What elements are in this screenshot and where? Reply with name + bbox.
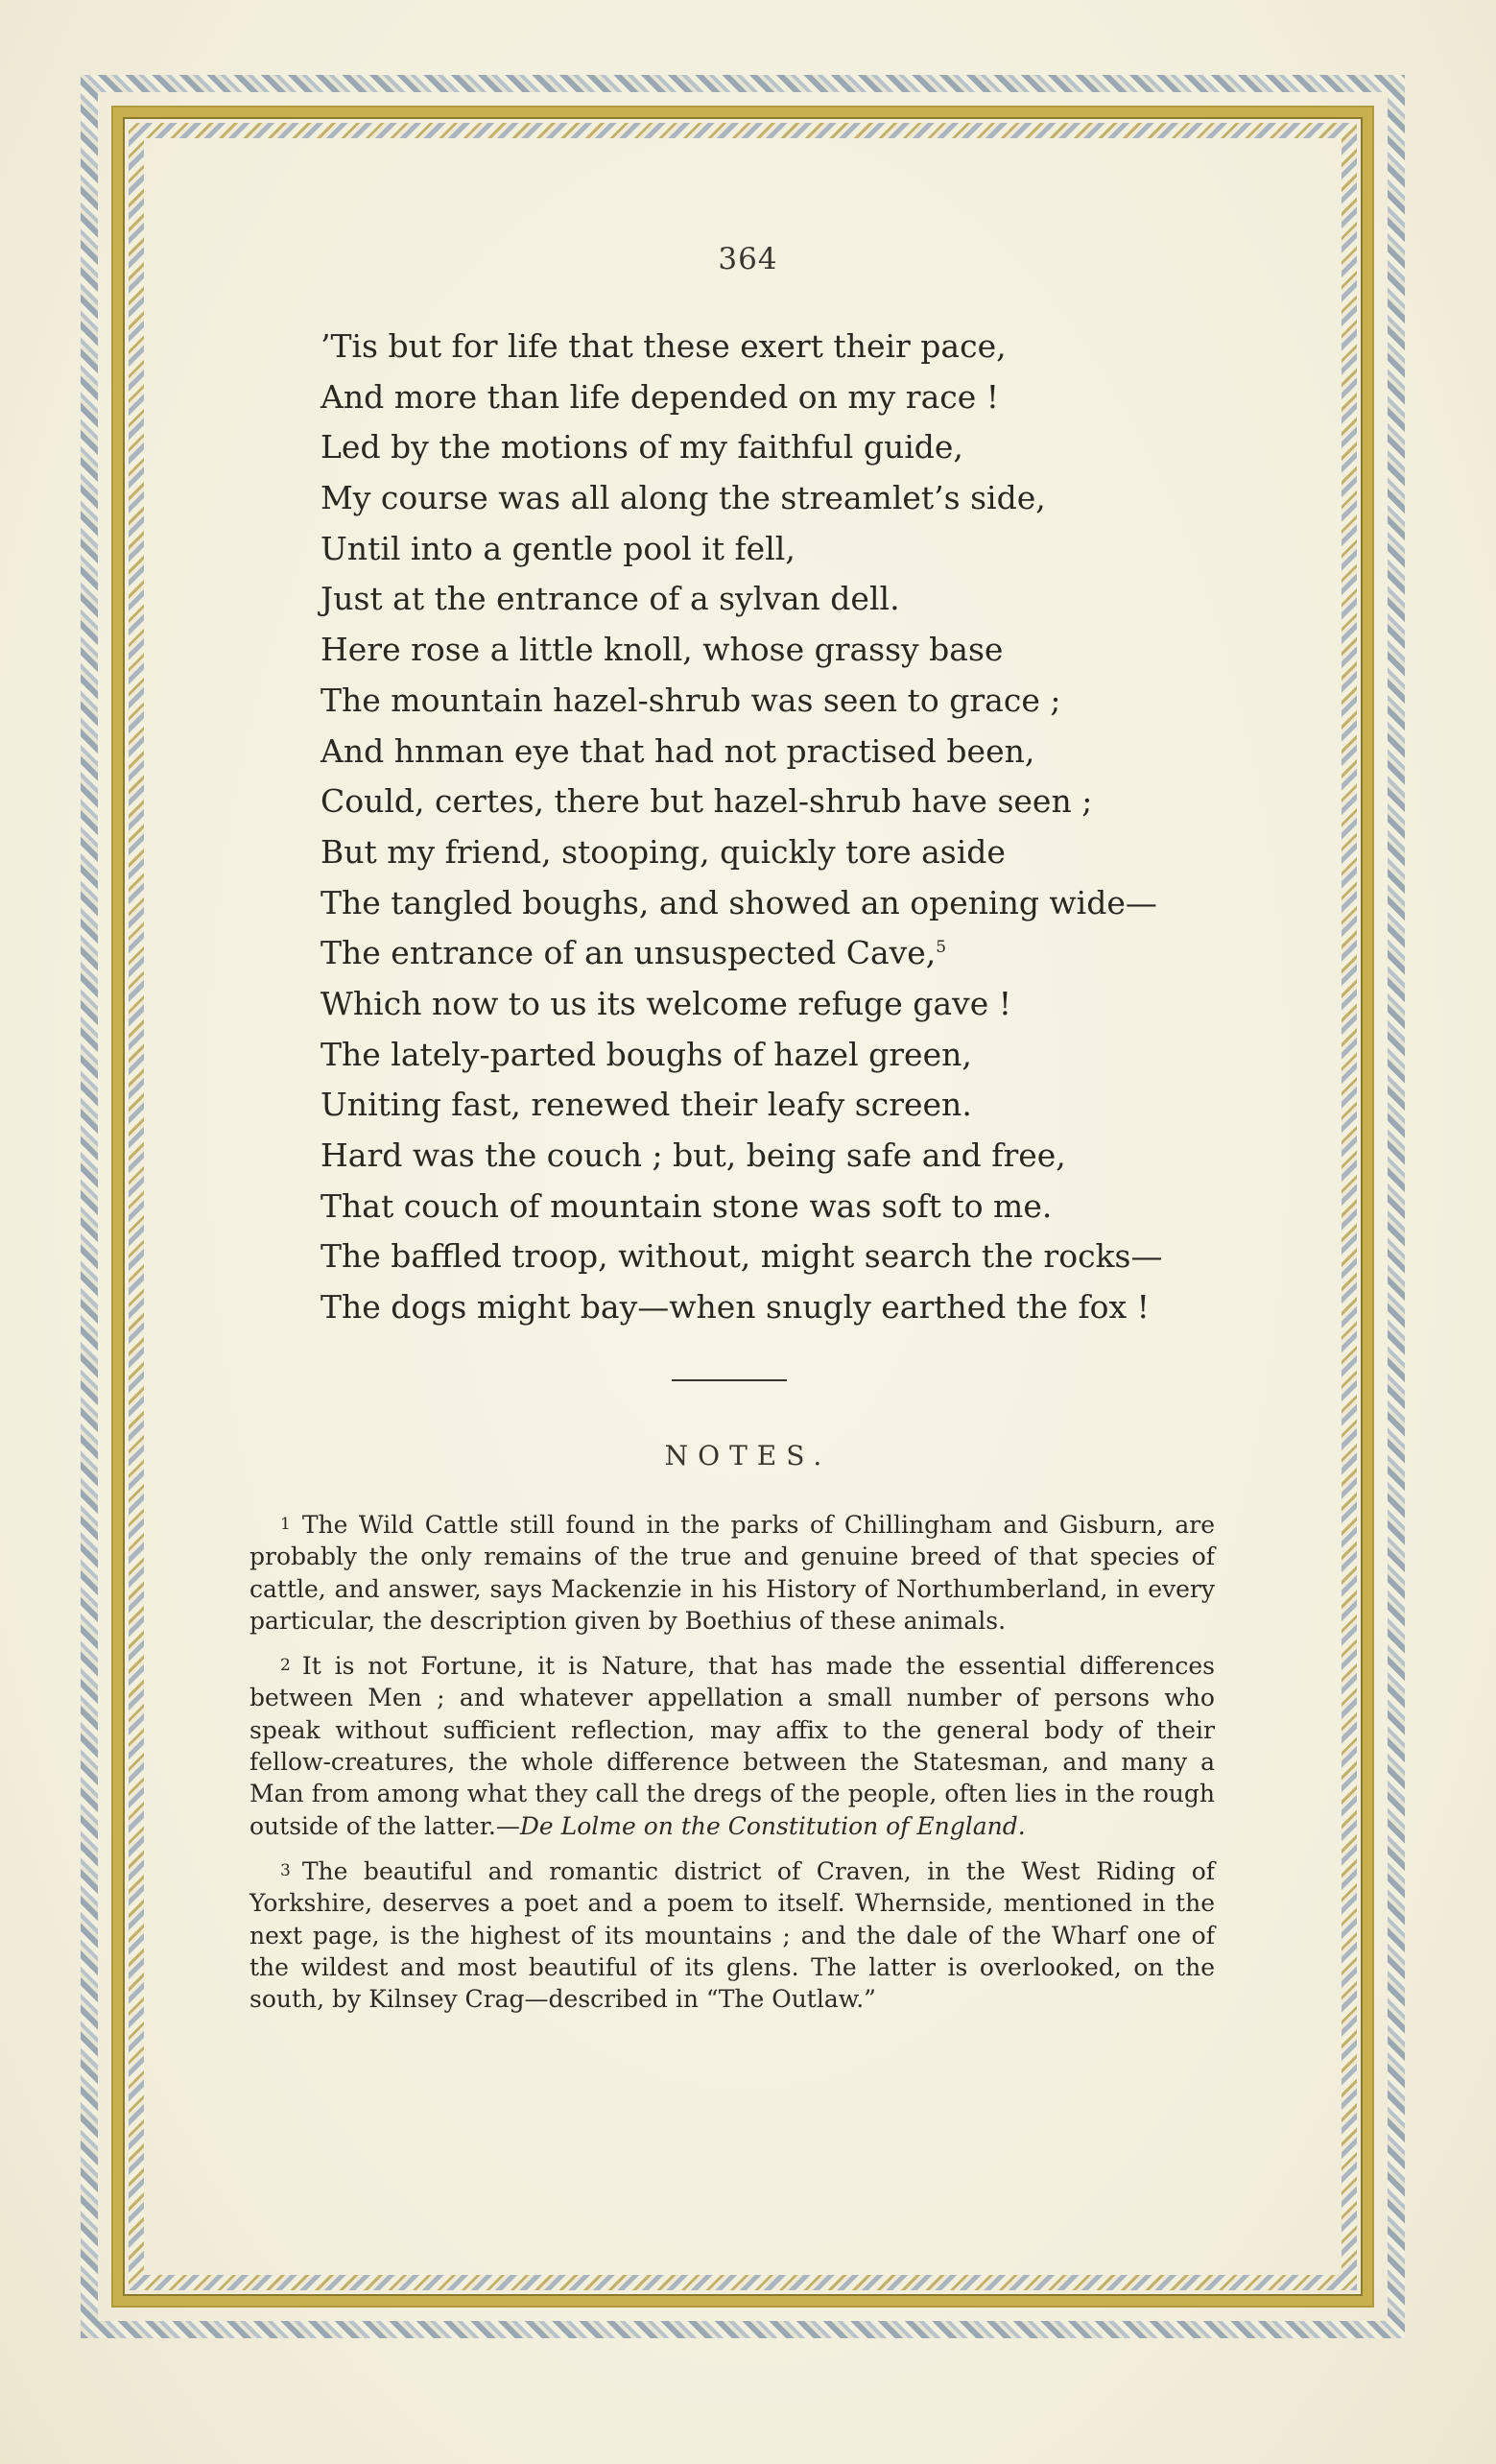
page-number: 364 bbox=[718, 242, 778, 276]
poem bbox=[321, 322, 1184, 1333]
poem-line: The mountain hazel-shrub was seen to grace ; bbox=[321, 681, 1061, 719]
poem-line: Led by the motions of my faithful guide, bbox=[321, 428, 963, 466]
poem-line: Hard was the couch ; but, being safe and free, bbox=[321, 1136, 1066, 1174]
poem-line: Could, certes, there but hazel-shrub have seen ; bbox=[321, 782, 1093, 821]
notes-heading: NOTES. bbox=[664, 1440, 832, 1471]
poem-line: The lately-parted boughs of hazel green, bbox=[321, 1035, 972, 1073]
poem-line: Until into a gentle pool it fell, bbox=[321, 529, 795, 567]
poem-line: Just at the entrance of a sylvan dell. bbox=[321, 580, 900, 618]
poem-line: The baffled troop, without, might search the rocks— bbox=[321, 1237, 1163, 1276]
footnote bbox=[249, 1650, 1215, 1842]
footnote-ref[interactable]: 5 bbox=[936, 938, 947, 958]
poem-line: And more than life depended on my race ! bbox=[321, 377, 1000, 416]
footnote-text: It is not Fortune, it is Nature, that has made the essential differences between Men ; and whatever appellation a small number of persons who speak without sufficient reflection, may affix to the general body of their fellow-creatures, the whole difference between the Statesman, and many a Man from among what they call the dregs of the people, often lies in the rough outside of the latter.— bbox=[249, 1652, 1215, 1840]
footnote-number: 2 bbox=[280, 1656, 291, 1676]
poem-line: ’Tis but for life that these exert their pace, bbox=[321, 327, 1007, 365]
section-divider bbox=[672, 1379, 787, 1381]
notes-section bbox=[249, 1509, 1215, 2028]
poem-line: But my friend, stooping, quickly tore aside bbox=[321, 832, 1006, 871]
poem-line: And hnman eye that had not practised been, bbox=[321, 731, 1035, 770]
poem-line: The entrance of an unsuspected Cave,$^5$ bbox=[321, 934, 947, 972]
footnote-number: 1 bbox=[280, 1515, 291, 1534]
footnote bbox=[249, 1509, 1215, 1637]
poem-line: The dogs might bay—when snugly earthed the fox ! bbox=[321, 1288, 1150, 1327]
footnote-text: The Wild Cattle still found in the parks of Chillingham and Gisburn, are probably the only remains of the true and genuine breed of that species of cattle, and answer, says Mackenzie in his History of Northumberland, in every particular, the description given by Boethius of these animals. bbox=[249, 1511, 1215, 1635]
footnote-number: 3 bbox=[280, 1860, 291, 1880]
footnote bbox=[249, 1855, 1215, 2015]
poem-line: Here rose a little knoll, whose grassy base bbox=[321, 631, 1004, 669]
poem-line: That couch of mountain stone was soft to me. bbox=[321, 1186, 1053, 1225]
poem-line: My course was all along the streamlet’s side, bbox=[321, 479, 1046, 517]
poem-line: Which now to us its welcome refuge gave ! bbox=[321, 984, 1011, 1022]
footnote-citation: De Lolme on the Constitution of England. bbox=[519, 1811, 1026, 1840]
poem-line: The tangled boughs, and showed an opening wide— bbox=[321, 883, 1157, 921]
footnote-text: The beautiful and romantic district of Craven, in the West Riding of Yorkshire, deserves a poet and a poem to itself. Whernside, mentioned in the next page, is the highest of its mountains ; and the dale of the Wharf one of the wildest and most beautiful of its glens. The latter is overlooked, on the south, by Kilnsey Crag—described in “The Outlaw.” bbox=[249, 1856, 1215, 2014]
poem-line: Uniting fast, renewed their leafy screen. bbox=[321, 1086, 972, 1124]
